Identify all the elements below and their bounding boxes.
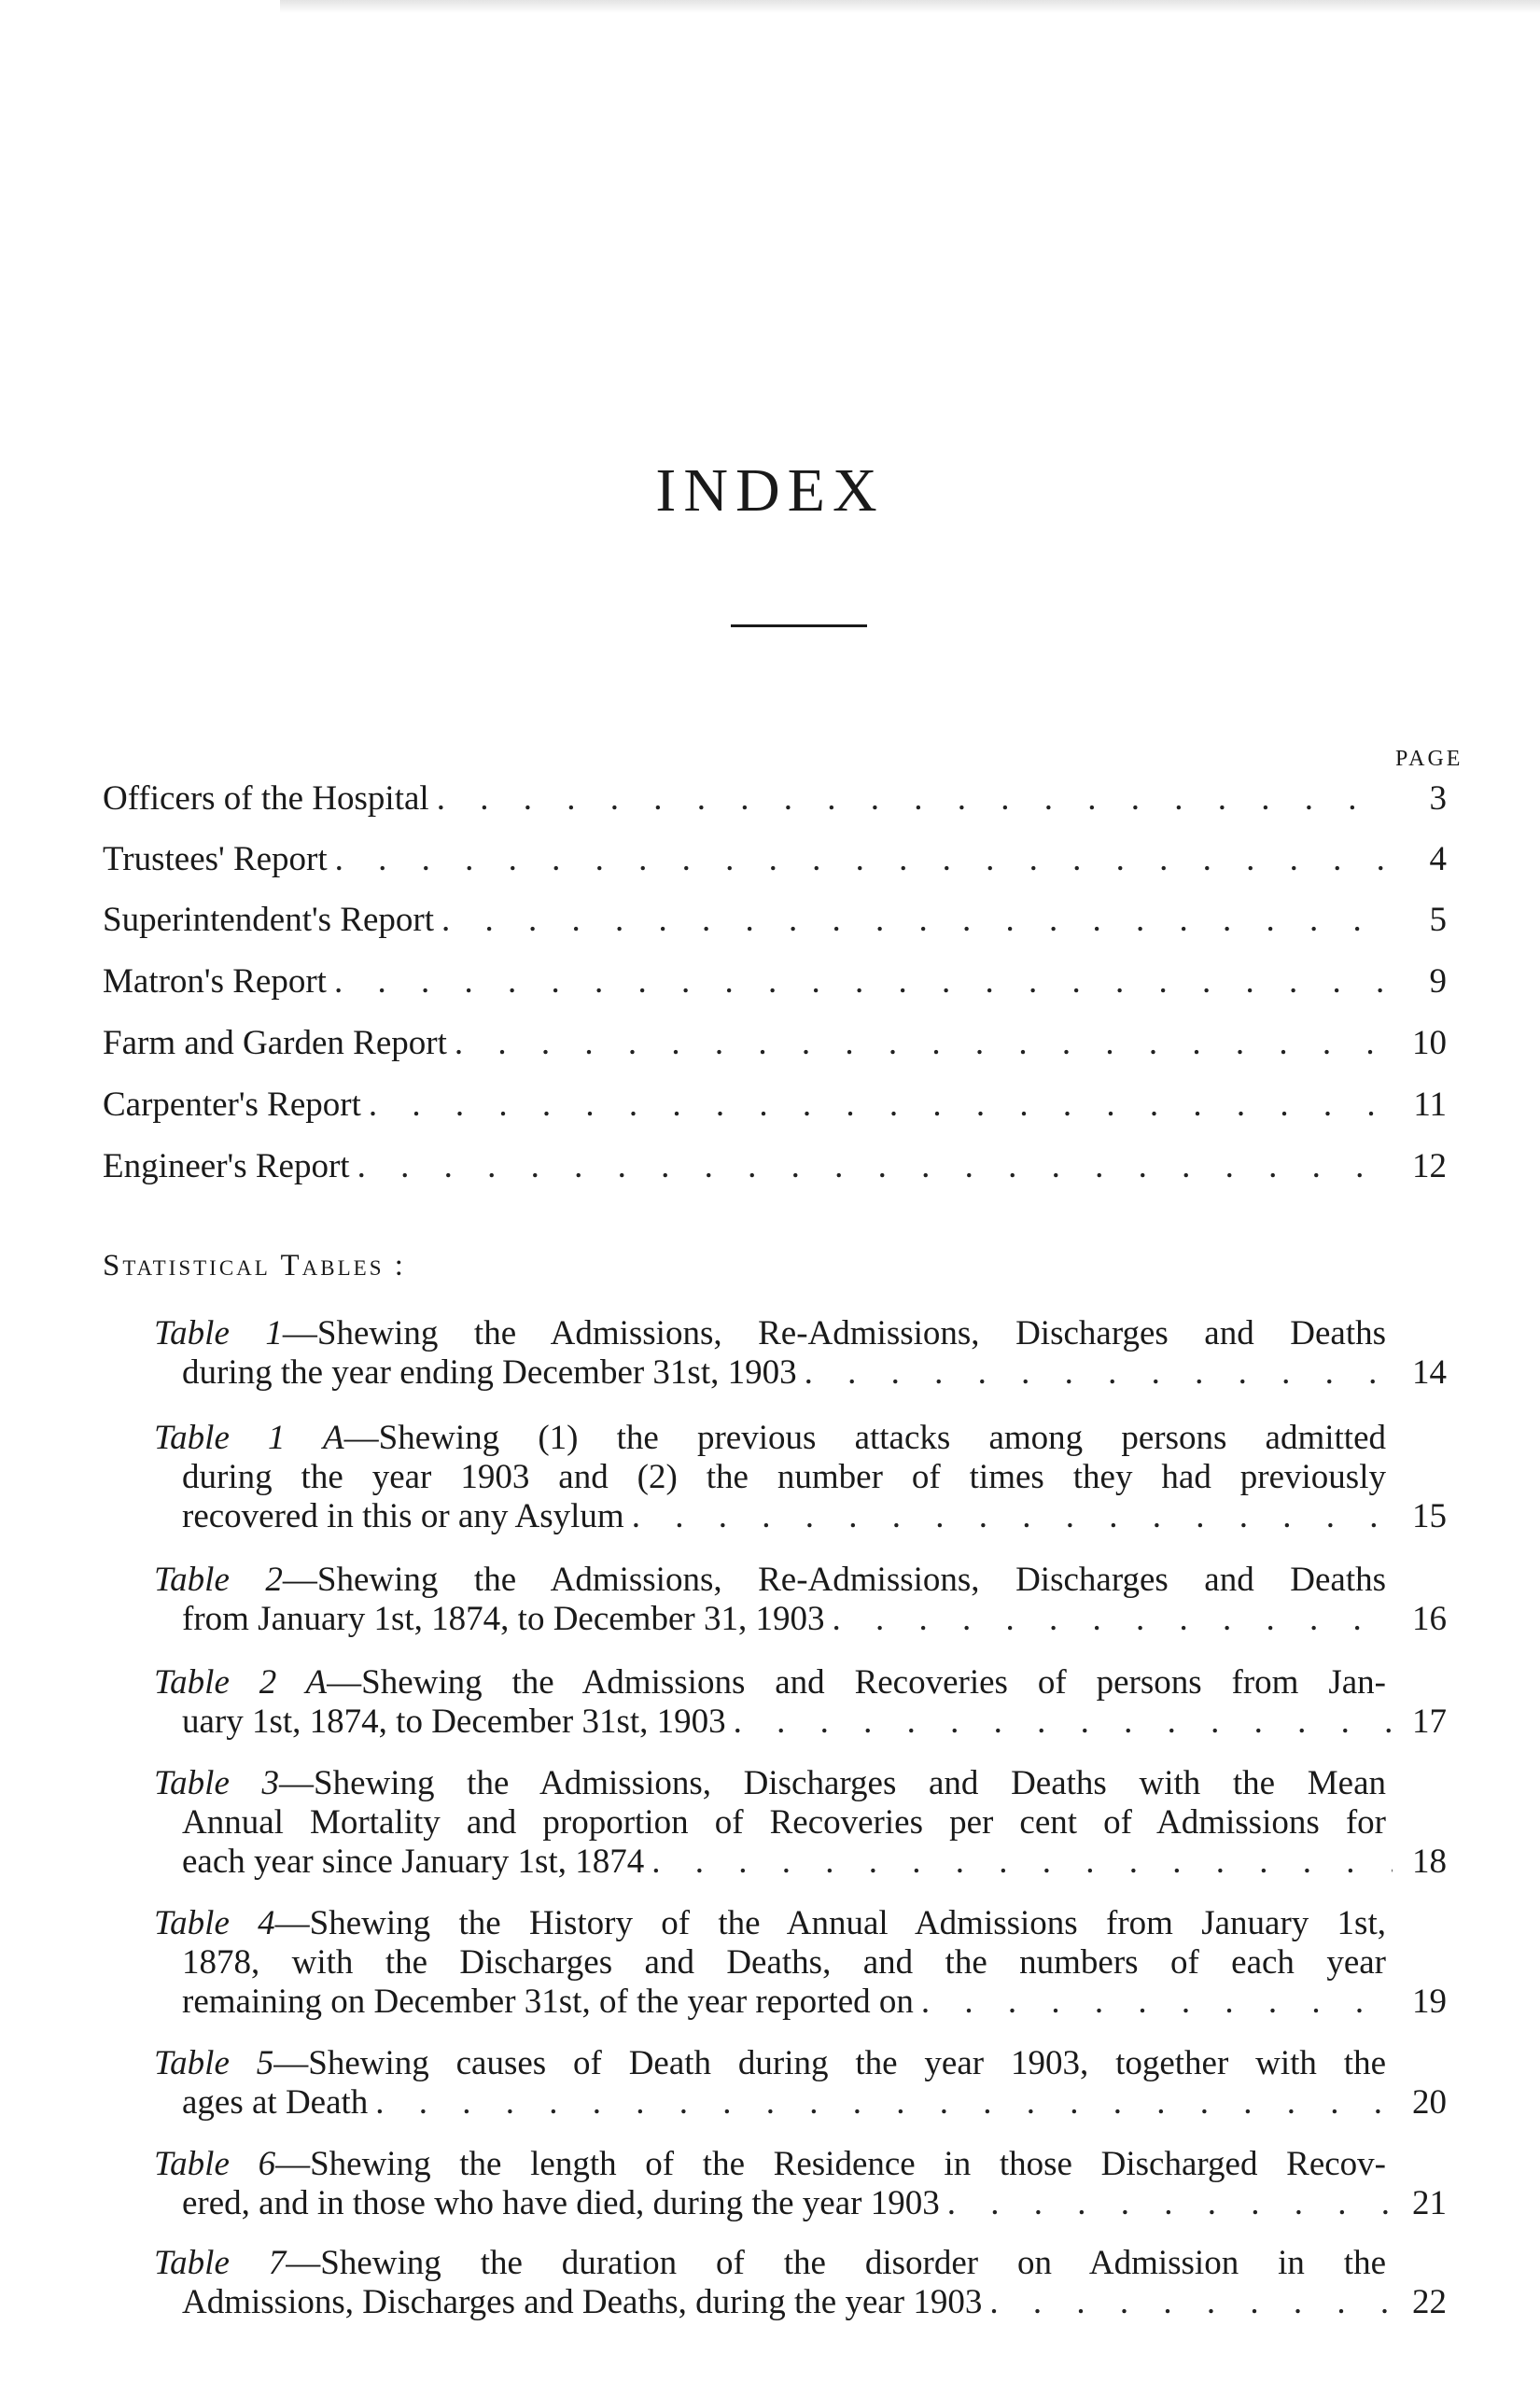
table-description-line: ered, and in those who have died, during the year 1903 bbox=[182, 2184, 940, 2222]
toc-entry-page: 10 bbox=[1412, 1024, 1447, 1062]
table-entry-page: 20 bbox=[1412, 2083, 1447, 2122]
dot-leader bbox=[734, 1702, 1393, 1742]
table-number: Table 1 bbox=[154, 1314, 283, 1352]
toc-entry[interactable] bbox=[103, 839, 1447, 893]
table-description-line: 1878, with the Discharges and Deaths, and the numbers of each year bbox=[182, 1943, 1386, 1982]
table-entry[interactable] bbox=[154, 2044, 1447, 2123]
toc-entry-page: 11 bbox=[1413, 1086, 1447, 1124]
table-description-line: —Shewing the Admissions and Recoveries of persons from Jan- bbox=[327, 1663, 1386, 1702]
toc-entry[interactable] bbox=[103, 1146, 1447, 1200]
toc-entry[interactable] bbox=[103, 900, 1447, 954]
dot-leader bbox=[805, 1353, 1393, 1393]
table-description-line: during the year ending December 31st, 1903 bbox=[182, 1353, 797, 1392]
dot-leader bbox=[632, 1497, 1393, 1536]
table-entry[interactable] bbox=[154, 1314, 1447, 1393]
table-description-line: Annual Mortality and proportion of Recoveries per cent of Admissions for bbox=[182, 1803, 1386, 1842]
table-description-line: ages at Death bbox=[182, 2083, 369, 2122]
dot-leader bbox=[375, 2083, 1393, 2123]
scan-edge-shadow bbox=[280, 0, 1540, 13]
table-number: Table 2 A bbox=[154, 1663, 328, 1702]
dot-leader bbox=[357, 1146, 1393, 1186]
toc-entry-page: 5 bbox=[1429, 901, 1447, 939]
dot-leader bbox=[921, 1983, 1393, 2022]
toc-entry[interactable] bbox=[103, 778, 1447, 833]
table-entry[interactable] bbox=[154, 1419, 1447, 1536]
dot-leader bbox=[455, 1023, 1393, 1063]
table-entry-page: 14 bbox=[1412, 1353, 1447, 1392]
table-number: Table 3 bbox=[154, 1764, 280, 1802]
dot-leader bbox=[989, 2283, 1393, 2322]
table-entry[interactable] bbox=[154, 2145, 1447, 2223]
title-divider bbox=[731, 624, 867, 627]
table-entry-page: 18 bbox=[1412, 1843, 1447, 1881]
toc-entry-label: Superintendent's Report bbox=[103, 901, 435, 939]
table-description-line: —Shewing causes of Death during the year 1903, together with the bbox=[273, 2044, 1386, 2082]
table-number: Table 7 bbox=[154, 2244, 287, 2282]
dot-leader bbox=[335, 839, 1393, 879]
toc-entry[interactable] bbox=[103, 1085, 1447, 1139]
table-description-line: —Shewing the Admissions, Re-Admissions, Discharges and Deaths bbox=[282, 1561, 1386, 1599]
table-entry[interactable] bbox=[154, 1663, 1447, 1742]
toc-entry-page: 12 bbox=[1412, 1147, 1447, 1185]
dot-leader bbox=[441, 900, 1393, 940]
table-entry[interactable] bbox=[154, 1764, 1447, 1882]
table-description-line: —Shewing the duration of the disorder on Admission in the bbox=[286, 2244, 1386, 2282]
table-description-line: remaining on December 31st, of the year reported on bbox=[182, 1983, 914, 2021]
table-description-line: during the year 1903 and (2) the number of times they had previously bbox=[182, 1458, 1386, 1496]
toc-entry-label: Officers of the Hospital bbox=[103, 779, 429, 818]
table-description-line: each year since January 1st, 1874 bbox=[182, 1843, 645, 1881]
table-description-line: —Shewing the Admissions, Discharges and Deaths with the Mean bbox=[279, 1764, 1386, 1802]
toc-entry-label: Engineer's Report bbox=[103, 1147, 350, 1185]
toc-entry-page: 9 bbox=[1429, 962, 1447, 1001]
table-entry-page: 21 bbox=[1412, 2184, 1447, 2222]
dot-leader bbox=[369, 1085, 1393, 1125]
table-entry-page: 22 bbox=[1412, 2283, 1447, 2321]
table-entry[interactable] bbox=[154, 1561, 1447, 1639]
table-entry-page: 17 bbox=[1412, 1702, 1447, 1741]
dot-leader bbox=[437, 778, 1393, 819]
table-entry-page: 16 bbox=[1412, 1600, 1447, 1638]
dot-leader bbox=[947, 2184, 1393, 2223]
toc-entry-page: 3 bbox=[1429, 779, 1447, 818]
table-entry-page: 19 bbox=[1412, 1983, 1447, 2021]
toc-entry[interactable] bbox=[103, 961, 1447, 1016]
dot-leader bbox=[334, 961, 1393, 1002]
table-number: Table 6 bbox=[154, 2145, 276, 2183]
section-heading: Statistical Tables : bbox=[103, 1249, 406, 1282]
table-description-line: —Shewing the History of the Annual Admissions from January 1st, bbox=[274, 1904, 1386, 1942]
dot-leader bbox=[832, 1600, 1393, 1639]
toc-entry[interactable] bbox=[103, 1023, 1447, 1077]
table-entry-page: 15 bbox=[1412, 1497, 1447, 1535]
table-description-line: Admissions, Discharges and Deaths, during the year 1903 bbox=[182, 2283, 983, 2321]
table-number: Table 2 bbox=[154, 1561, 283, 1599]
table-number: Table 5 bbox=[154, 2044, 274, 2082]
table-description-line: —Shewing (1) the previous attacks among persons admitted bbox=[343, 1419, 1386, 1457]
page-title: INDEX bbox=[655, 456, 885, 525]
table-description-line: —Shewing the Admissions, Re-Admissions, Discharges and Deaths bbox=[282, 1314, 1386, 1352]
toc-entry-label: Matron's Report bbox=[103, 962, 327, 1001]
toc-entry-label: Trustees' Report bbox=[103, 840, 328, 878]
dot-leader bbox=[651, 1843, 1393, 1882]
table-number: Table 1 A bbox=[154, 1419, 344, 1457]
toc-entry-label: Carpenter's Report bbox=[103, 1086, 361, 1124]
table-number: Table 4 bbox=[154, 1904, 275, 1942]
table-entry[interactable] bbox=[154, 2244, 1447, 2322]
table-description-line: uary 1st, 1874, to December 31st, 1903 bbox=[182, 1702, 726, 1741]
table-description-line: recovered in this or any Asylum bbox=[182, 1497, 624, 1535]
toc-entry-page: 4 bbox=[1429, 840, 1447, 878]
table-entry[interactable] bbox=[154, 1904, 1447, 2022]
toc-entry-label: Farm and Garden Report bbox=[103, 1024, 447, 1062]
table-description-line: from January 1st, 1874, to December 31, 1903 bbox=[182, 1600, 825, 1638]
table-description-line: —Shewing the length of the Residence in those Discharged Recov- bbox=[275, 2145, 1386, 2183]
page-column-header: PAGE bbox=[1395, 747, 1463, 771]
